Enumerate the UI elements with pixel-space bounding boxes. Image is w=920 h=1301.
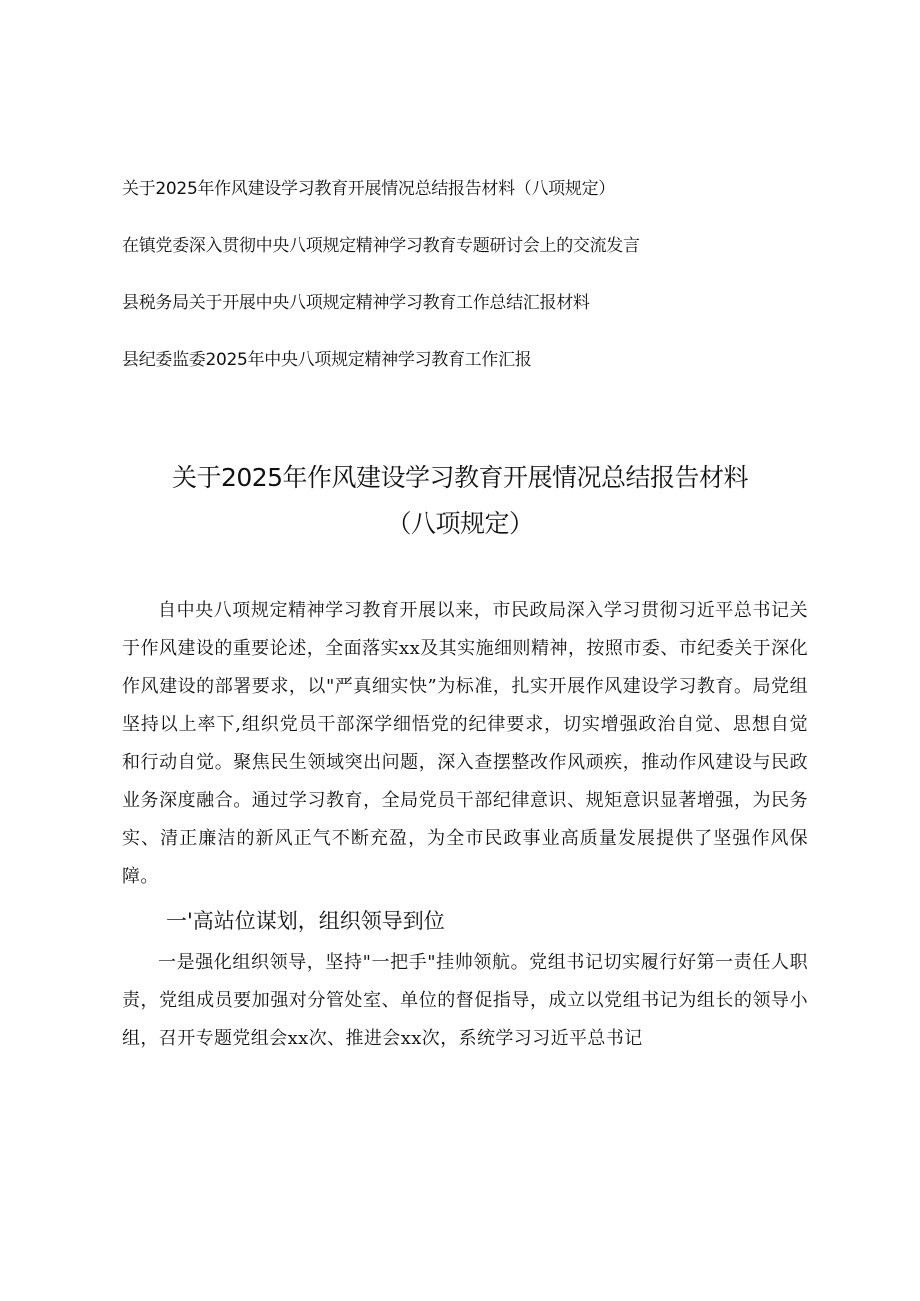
toc-item-4: 县纪委监委2025年中央八项规定精神学习教育工作汇报 — [122, 350, 532, 370]
table-of-contents — [122, 174, 822, 402]
toc-item-2: 在镇党委深入贯彻中央八项规定精神学习教育专题研讨会上的交流发言 — [122, 236, 640, 256]
section-1-paragraph: 一是强化组织领导，坚持"一把手"挂帅领航。党组书记切实履行好第一责任人职责，党组成员要加强对分管处室、单位的督促指导，成立以党组书记为组长的领导小组，召开专题党组会xx次、推进会xx次，系统学习习近平总书记 — [122, 952, 808, 1049]
toc-item-3: 县税务局关于开展中央八项规定精神学习教育工作总结汇报材料 — [122, 293, 590, 313]
section-heading-1: 一'高站位谋划，组织领导到位 — [166, 909, 445, 933]
document-title — [100, 455, 820, 547]
toc-item-1: 关于2025年作风建设学习教育开展情况总结报告材料（八项规定） — [122, 179, 615, 199]
document-body — [122, 592, 808, 1058]
title-line-1: 关于2025年作风建设学习教育开展情况总结报告材料 — [171, 463, 749, 492]
intro-paragraph: 自中央八项规定精神学习教育开展以来，市民政局深入学习贯彻习近平总书记关于作风建设的重要论述，全面落实xx及其实施细则精神，按照市委、市纪委关于深化作风建设的部署要求，以"严真细实快”为标准，扎实开展作风建设学习教育。局党组坚持以上率下,组织党员干部深学细悟党的纪律要求，切实增强政治自觉、思想自觉和行动自觉。聚焦民生领域突出问题，深入查摆整改作风顽疾，推动作风建设与民政业务深度融合。通过学习教育，全局党员干部纪律意识、规矩意识显著增强，为民务实、清正廉洁的新风正气不断充盈，为全市民政事业高质量发展提供了坚强作风保障。 — [122, 600, 808, 887]
title-line-2: （八项规定） — [386, 509, 534, 538]
